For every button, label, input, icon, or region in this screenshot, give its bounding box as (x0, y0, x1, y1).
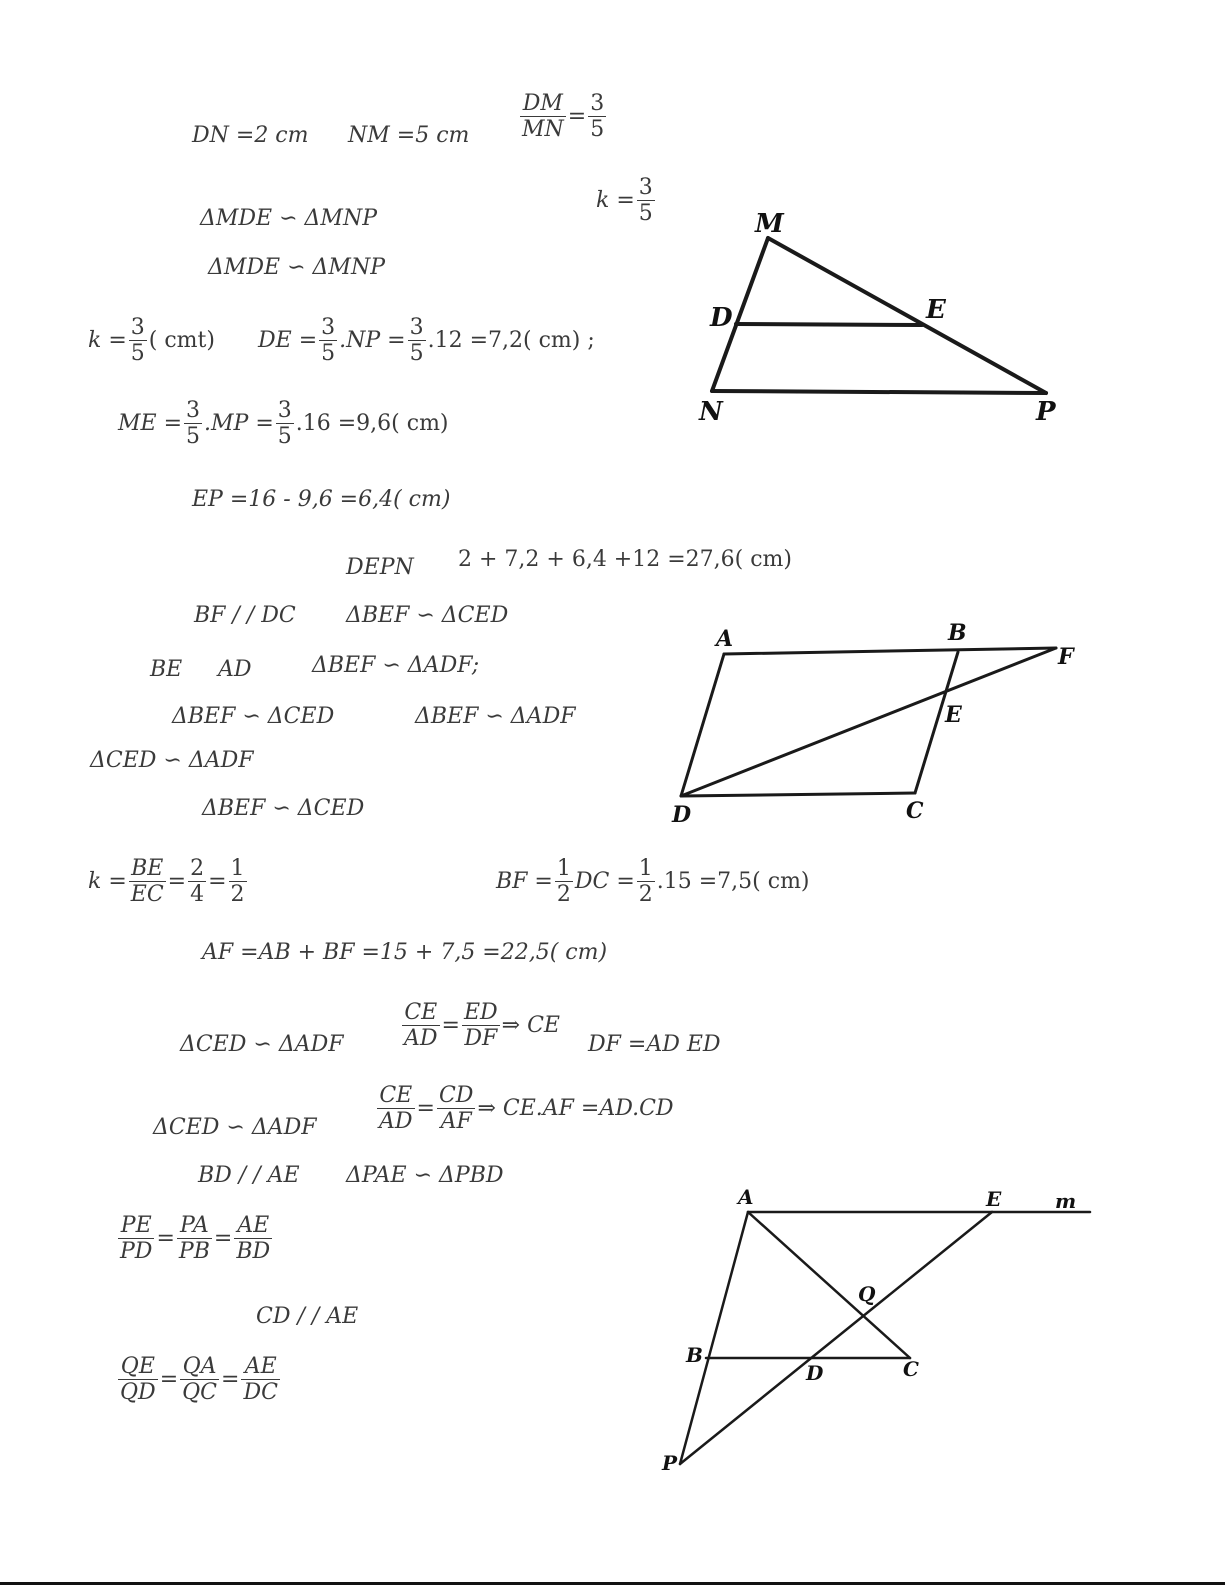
similar-ced-adf-3: ΔCED ∽ ΔADF (153, 1115, 317, 1140)
label-n: N (699, 397, 723, 427)
segment-ep (680, 1212, 992, 1464)
ratio-k: k = $\frac{3}{5}$ (596, 175, 653, 227)
similar-ced-adf-1: ΔCED ∽ ΔADF (90, 748, 254, 773)
label-f: F (1058, 644, 1074, 670)
similar-bef-adf-1: ΔBEF ∽ ΔADF; (312, 653, 480, 678)
similar-bef-ced-3: ΔBEF ∽ ΔCED (202, 796, 365, 821)
dn-length: DN =2 cm (192, 123, 309, 148)
label-p: P (1036, 397, 1056, 427)
label-d: D (672, 802, 692, 828)
similar-pae-pbd: ΔPAE ∽ ΔPBD (346, 1163, 504, 1188)
ratio-dm-mn: $\frac{DM}{MN}$ = $\frac{3}{5}$ (522, 91, 605, 143)
perimeter-sum: 2 + 7,2 + 6,4 +12 =27,6( cm) (458, 547, 792, 572)
label-d: D (710, 303, 733, 333)
similar-mde-mnp-2: ΔMDE ∽ ΔMNP (208, 255, 385, 280)
k-be-ec: k = $\frac{BE}{EC}$ = $\frac{2}{4}$ = $\frac{1}{2}$ (88, 856, 245, 908)
bd-parallel-ae: BD / / AE (198, 1163, 300, 1188)
ratio-ce-ad-ed-df: $\frac{CE}{AD}$ = $\frac{ED}{DF}$ ⇒ CE (404, 1000, 560, 1052)
label-e: E (926, 295, 946, 325)
af-equation: AF =AB + BF =15 + 7,5 =22,5( cm) (202, 940, 608, 965)
bf-equation: BF = $\frac{1}{2}$ DC = $\frac{1}{2}$ .15 =7,5( cm) (496, 856, 810, 908)
similar-bef-adf-2: ΔBEF ∽ ΔADF (415, 704, 576, 729)
label-a: A (738, 1185, 754, 1209)
label-p: P (662, 1451, 678, 1475)
label-a: A (716, 626, 734, 652)
cd-parallel-ae: CD / / AE (256, 1304, 359, 1329)
label-c: C (906, 798, 924, 824)
depn-label: DEPN (346, 555, 414, 580)
ep-equation: EP =16 - 9,6 =6,4( cm) (192, 487, 451, 512)
me-equation: ME = $\frac{3}{5}$ .MP = $\frac{3}{5}$ .16 =9,6( cm) (118, 398, 449, 450)
label-e: E (945, 702, 962, 728)
similar-bef-ced-1: ΔBEF ∽ ΔCED (346, 603, 509, 628)
similar-mde-mnp-1: ΔMDE ∽ ΔMNP (200, 206, 377, 231)
label-b: B (686, 1343, 703, 1367)
be-label: BE (150, 657, 183, 682)
label-m: M (755, 209, 784, 239)
df-equation: DF =AD ED (588, 1032, 721, 1057)
ratio-ce-ad-cd-af: $\frac{CE}{AD}$ = $\frac{CD}{AF}$ ⇒ CE.AF =AD.CD (379, 1083, 674, 1135)
label-b: B (948, 620, 967, 646)
label-m: m (1055, 1189, 1077, 1213)
segment-ap (680, 1212, 748, 1464)
label-c: C (903, 1357, 919, 1381)
ad-label: AD (218, 657, 252, 682)
ratio-qe-qd: $\frac{QE}{QD}$ = $\frac{QA}{QC}$ = $\frac{AE}{DC}$ (120, 1354, 278, 1406)
label-q: Q (858, 1282, 876, 1306)
label-e: E (986, 1187, 1002, 1211)
de-equation: DE = $\frac{3}{5}$ .NP = $\frac{3}{5}$ .12 =7,2( cm) ; (258, 315, 595, 367)
bf-parallel-dc: BF / / DC (194, 603, 296, 628)
label-d: D (806, 1361, 824, 1385)
nm-length: NM =5 cm (348, 123, 470, 148)
segment-ac (748, 1212, 910, 1358)
ratio-pe-pd: $\frac{PE}{PD}$ = $\frac{PA}{PB}$ = $\frac{AE}{BD}$ (120, 1213, 271, 1265)
similar-bef-ced-2: ΔBEF ∽ ΔCED (172, 704, 335, 729)
similar-ced-adf-2: ΔCED ∽ ΔADF (180, 1032, 344, 1057)
k-equation: k = $\frac{3}{5}$ ( cmt) (88, 315, 215, 367)
